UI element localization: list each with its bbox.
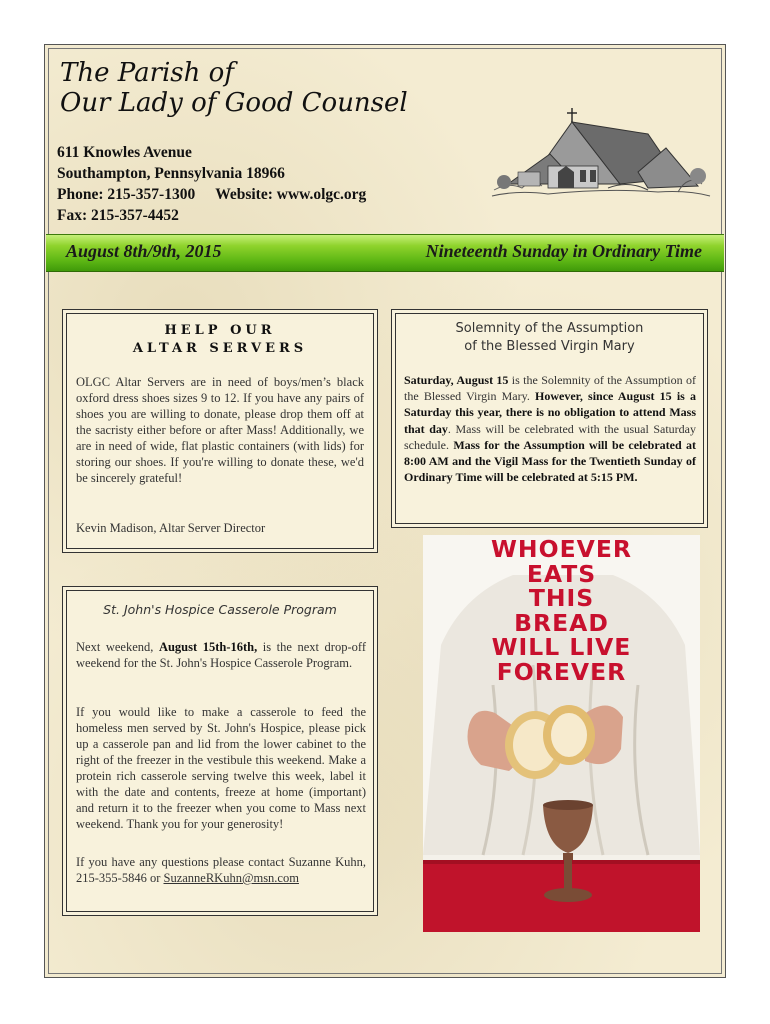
poster-line-6: FOREVER	[496, 657, 627, 686]
hospice-paragraph-1	[76, 639, 366, 671]
hospice-casserole-notice	[66, 590, 374, 912]
altar-servers-notice	[66, 313, 374, 549]
church-illustration	[488, 104, 713, 206]
assumption-body	[404, 372, 696, 485]
street-address: 611 Knowles Avenue	[57, 144, 192, 161]
phone-website-line	[57, 184, 477, 205]
assumption-text-2: . Mass will be celebrated with the usual Saturday schedule.	[404, 421, 696, 452]
date-banner	[46, 234, 724, 272]
liturgical-occasion: Nineteenth Sunday in Ordinary Time	[425, 241, 702, 261]
poster-line-1: WHOEVER	[491, 535, 632, 563]
phone-number: Phone: 215-357-1300	[57, 186, 196, 203]
mass-times: Mass for the Assumption will be celebrated at 8:00 AM and the Vigil Mass for the Twentieth Sunday of Ordinary Time will be celebrated at 5:15 PM.	[404, 437, 696, 485]
website: Website: www.olgc.org	[215, 186, 367, 203]
heading-line-2: ALTAR SERVERS	[132, 341, 308, 356]
eucharist-poster	[423, 535, 700, 932]
assumption-notice	[395, 313, 704, 524]
altar-servers-body: OLGC Altar Servers are in need of boys/men’s black oxford dress shoes sizes 9 to 12. If you have any pairs of shoes you are willing to donate, please drop them off at the sacristy either before or after Mass! Additionally, we are in need of wide, flat plastic containers (with lids) for storing our shoes. If you're willing to donate these, we'd be sincerely grateful!	[76, 375, 364, 485]
city-state-zip: Southampton, Pennsylvania 18966	[57, 165, 285, 182]
dropoff-dates: August 15th-16th,	[158, 640, 258, 654]
poster-line-3: THIS	[528, 584, 595, 612]
altar-servers-heading	[67, 322, 373, 358]
assumption-date: Saturday, August 15	[404, 373, 509, 387]
poster-line-4: BREAD	[514, 608, 609, 637]
bulletin-date: August 8th/9th, 2015	[66, 241, 222, 261]
no-obligation-note: However, since August 15 is a Saturday this year, there is no obligation to attend Mass that day	[404, 389, 696, 436]
fax-number: Fax: 215-357-4452	[57, 207, 179, 224]
text-run: If you have any questions please contact Suzanne Kuhn, 215-355-5846 or	[76, 855, 366, 885]
hospice-heading: St. John's Hospice Casserole Program	[103, 602, 337, 617]
contact-email-link[interactable]: SuzanneRKuhn@msn.com	[163, 871, 299, 885]
text-run: Next weekend,	[76, 640, 159, 654]
hospice-paragraph-2: If you would like to make a casserole to feed the homeless men served by St. John's Hospice, please pick up a casserole pan and lid from the lower cabinet to the right of the freezer in the vestibule this weekend. Make a protein rich casserole serving twelve this week, label it with the date and contents, freeze at home (important) and return it to the freezer when you come to Mass next weekend. Thank you for your generosity!	[76, 705, 366, 831]
assumption-heading	[396, 320, 703, 356]
text-run: is the next drop-off weekend for the St. John's Hospice Casserole Program.	[76, 640, 366, 670]
parish-title	[60, 58, 408, 118]
heading-line-1: HELP OUR	[164, 323, 276, 338]
assumption-text-1: is the Solemnity of the Assumption of the Blessed Virgin Mary.	[404, 373, 696, 404]
poster-caption	[423, 537, 700, 684]
title-line-1: The Parish of	[60, 58, 234, 88]
heading-line-1: Solemnity of the Assumption	[455, 321, 644, 336]
poster-line-5: WILL LIVE	[491, 633, 632, 661]
altar-servers-signature: Kevin Madison, Altar Server Director	[76, 521, 266, 535]
hospice-paragraph-3	[76, 854, 366, 886]
parish-contact	[57, 142, 477, 226]
title-line-2: Our Lady of Good Counsel	[60, 88, 408, 118]
poster-line-2: EATS	[526, 559, 597, 588]
heading-line-2: of the Blessed Virgin Mary	[464, 339, 635, 354]
